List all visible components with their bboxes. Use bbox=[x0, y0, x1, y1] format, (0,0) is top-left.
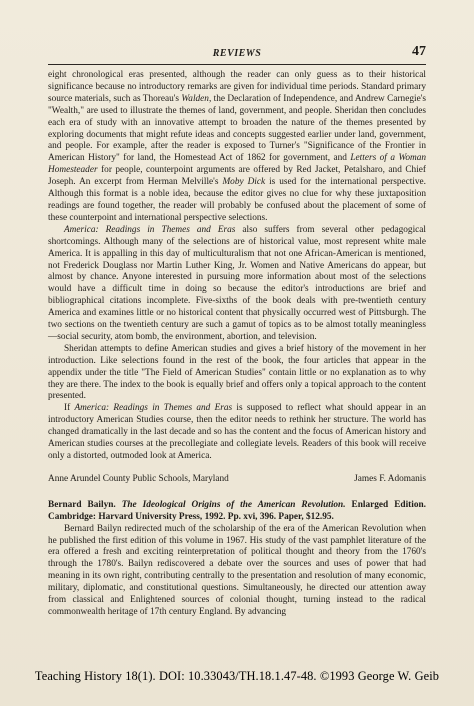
paragraph-4: If America: Readings in Themes and Eras is supposed to reflect what should appear in an introductory American Studies course, then the editor needs to rethink her structure. The world has changed dramatically in the last decade and so has the content and the focus of American history and American studies courses at the precollegiate and collegiate levels. Readers of this book will receive only a distorted, outmoded look at America. bbox=[48, 403, 426, 461]
reviewer-affiliation: Anne Arundel County Public Schools, Maryland bbox=[48, 473, 229, 484]
paragraph-5: Bernard Bailyn redirected much of the scholarship of the era of the American Revolution when he published the first edition of this volume in 1967. His study of the vast pamphlet literature of the era offered a fresh and exciting reinterpretation of political thought and theory from the 1760's through the 1780's. Bailyn rediscovered a debate over the sources and uses of power that had meaning in its own right, contributing centrally to the presentation and resolution of many economic, military, diplomatic, and constitutional questions. Simultaneously, he directed our attention away from classical and Enlightened sources of colonial thought, turning instead to the radical commonwealth heritage of 17th century England. By advancing bbox=[48, 523, 426, 617]
reviewer-name: James F. Adomanis bbox=[354, 473, 426, 484]
header-rule bbox=[48, 64, 426, 65]
review-heading: Bernard Bailyn. The Ideological Origins of the American Revolution. Enlarged Edition. Cambridge: Harvard University Press, 1992. Pp. xvi, 396. Paper, $12.95. bbox=[48, 499, 426, 522]
review-signature bbox=[48, 474, 426, 486]
running-head: REVIEWS bbox=[212, 48, 262, 59]
page-number: 47 bbox=[412, 44, 426, 59]
article-body bbox=[48, 70, 426, 619]
page-header bbox=[0, 44, 474, 64]
paragraph-1: eight chronological eras presented, although the reader can only guess as to their historical significance because no introductory remarks are given for individual time periods. Standard primary source materials, such as Thoreau's Walden, the Declaration of Independence, and Andrew Carnegie's "Wealth," are used to illustrate the themes of land, government, and people. Sheridan then concludes each era of study with an innovative attempt to broaden the nature of the themes presented by exploring documents that might refute ideas and concepts suggested earlier under land, government, and people. For example, after the reader is exposed to Turner's "Significance of the Frontier in American History" for land, the Homestead Act of 1862 for government, and Letters of a Woman Homesteader for people, counterpoint arguments are offered by Red Jacket, Petalsharo, and Chief Joseph. An excerpt from Herman Melville's Moby Dick is used for the international perspective. Although this format is a noble idea, because the editor gives no clue for why these juxtaposition readings are found together, the reader will probably be confused about the placement of some of these counterpoint and international perspective selections. bbox=[48, 70, 426, 223]
paragraph-2: America: Readings in Themes and Eras also suffers from several other pedagogical shortcomings. Although many of the selections are of historical value, most represent white male America. It is appalling in this day of multiculturalism that not one African-American is mentioned, not Frederick Douglass nor Martin Luther King, Jr. Women and Native Americans do appear, but almost by chance. Anyone interested in pursuing more information about most of the selections would have a difficult time in doing so because the editor's introductions are brief and bibliographical citations incomplete. Five-sixths of the book deals with pre-twentieth century America and examines little or no historical content that physically occurred west of Pittsburgh. The two sections on the twentieth century are such a gamut of topics as to be almost totally meaningless—social security, atom bomb, the environment, abortion, and television. bbox=[48, 224, 426, 342]
paragraph-3: Sheridan attempts to define American studies and gives a brief history of the movement in her introduction. Like selections found in the rest of the book, the four articles that appear in the appendix under the title "The Field of American Studies" contain little or no explanation as to why they are there. The index to the book is equally brief and offers only a topical approach to the content presented. bbox=[48, 343, 426, 402]
citation-footer: Teaching History 18(1). DOI: 10.33043/TH.18.1.47-48. ©1993 George W. Geib bbox=[34, 669, 440, 683]
